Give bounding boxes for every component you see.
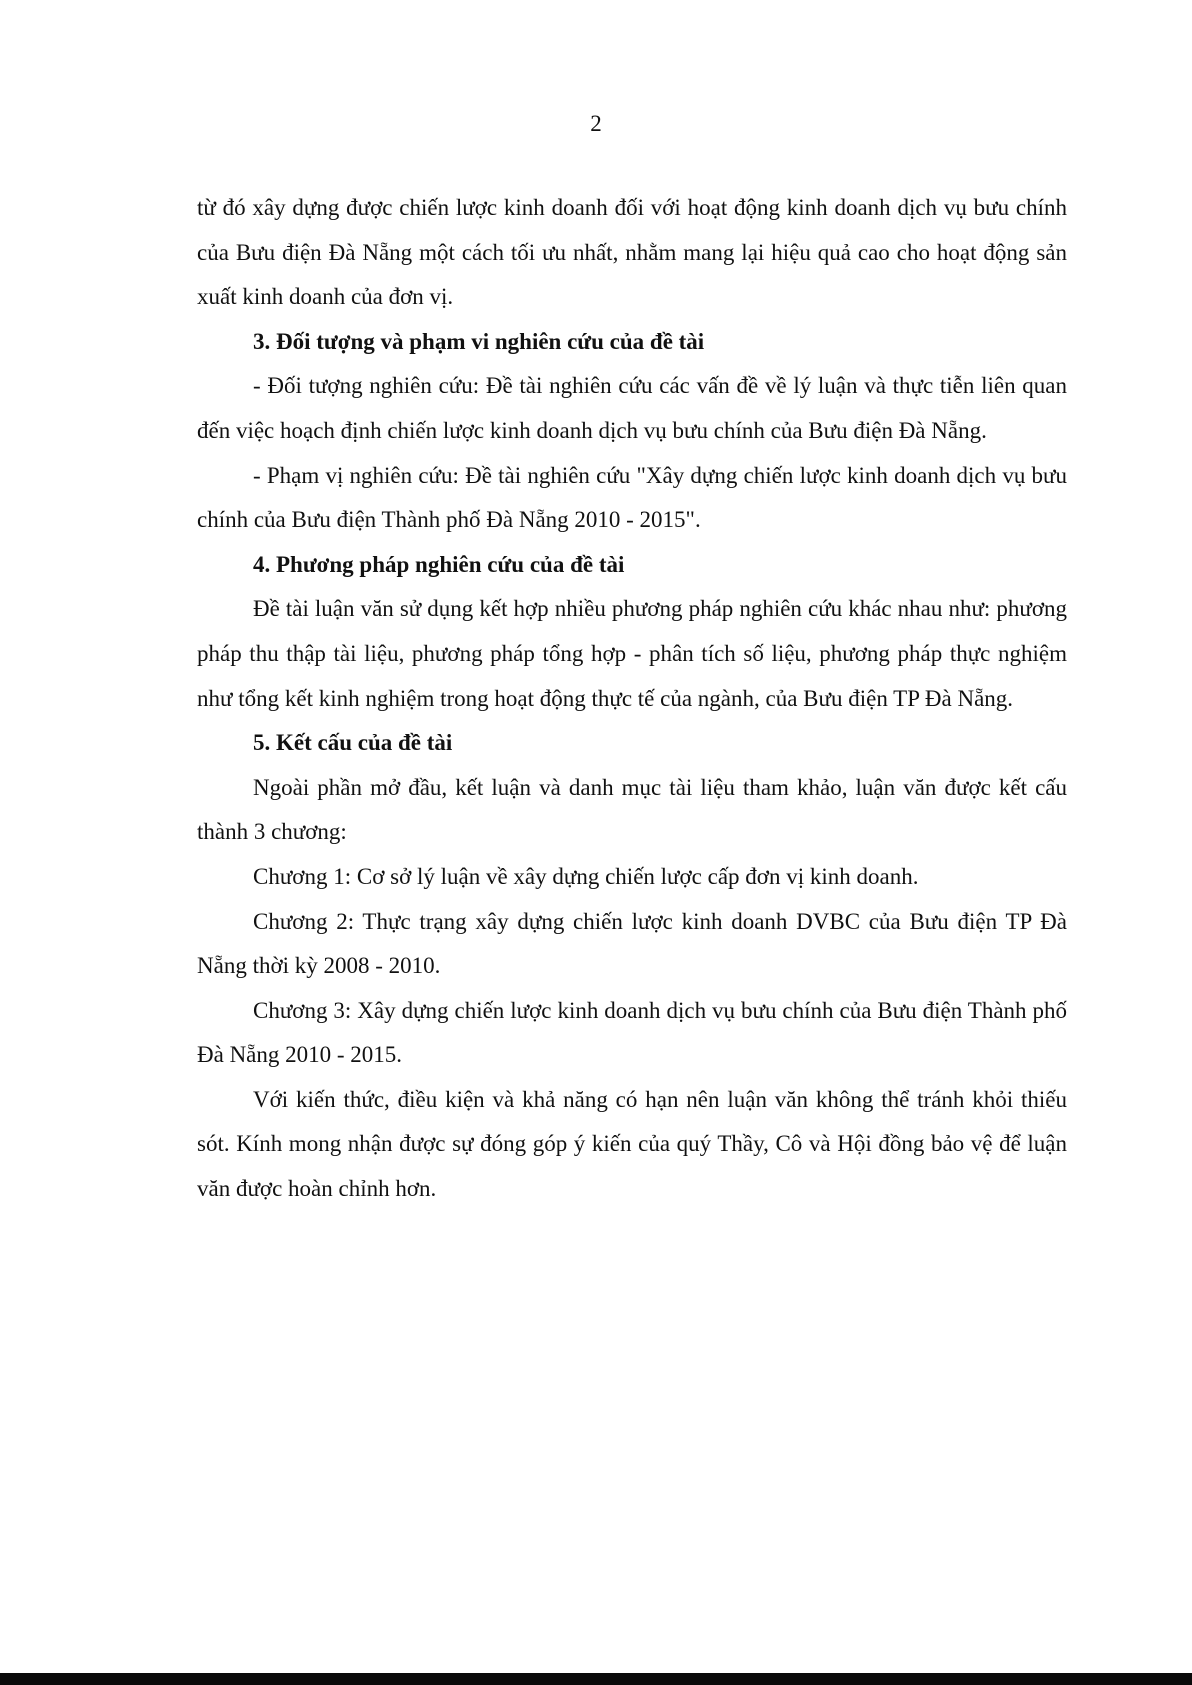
paragraph-research-object: - Đối tượng nghiên cứu: Đề tài nghiên cứu các vấn đề về lý luận và thực tiễn liên quan đến việc hoạch định chiến lược kinh doanh dịch vụ bưu chính của Bưu điện Đà Nẵng. — [197, 373, 1067, 443]
paragraph-chapter-1: Chương 1: Cơ sở lý luận về xây dựng chiến lược cấp đơn vị kinh doanh. — [253, 863, 919, 889]
paragraph-research-methods: Đề tài luận văn sử dụng kết hợp nhiều phương pháp nghiên cứu khác nhau như: phương pháp thu thập tài liệu, phương pháp tổng hợp - phân tích số liệu, phương pháp thực nghiệm như tổng kết kinh nghiệm trong hoạt động thực tế của ngành, của Bưu điện TP Đà Nẵng. — [197, 596, 1067, 711]
paragraph-research-scope: - Phạm vị nghiên cứu: Đề tài nghiên cứu "Xây dựng chiến lược kinh doanh dịch vụ bưu chính của Bưu điện Thành phố Đà Nẵng 2010 - 2015". — [197, 462, 1067, 533]
page-number: 2 — [590, 111, 602, 136]
document-body — [197, 186, 1067, 1212]
paragraph-structure-intro: Ngoài phần mở đầu, kết luận và danh mục tài liệu tham khảo, luận văn được kết cấu thành 3 chương: — [197, 774, 1067, 845]
paragraph-chapter-3: Chương 3: Xây dựng chiến lược kinh doanh dịch vụ bưu chính của Bưu điện Thành phố Đà Nẵng 2010 - 2015. — [197, 997, 1067, 1068]
page-bottom-edge — [0, 1673, 1192, 1685]
section-heading-3: 3. Đối tượng và phạm vi nghiên cứu của đề tài — [253, 328, 705, 354]
section-heading-5: 5. Kết cấu của đề tài — [253, 730, 453, 756]
section-heading-4: 4. Phương pháp nghiên cứu của đề tài — [253, 551, 625, 577]
paragraph-chapter-2: Chương 2: Thực trạng xây dựng chiến lược kinh doanh DVBC của Bưu điện TP Đà Nẵng thời kỳ 2008 - 2010. — [197, 908, 1067, 979]
paragraph-continuation: từ đó xây dựng được chiến lược kinh doanh đối với hoạt động kinh doanh dịch vụ bưu chính của Bưu điện Đà Nẵng một cách tối ưu nhất, nhằm mang lại hiệu quả cao cho hoạt động sản xuất kinh doanh của đơn vị. — [197, 195, 1067, 310]
paragraph-closing: Với kiến thức, điều kiện và khả năng có hạn nên luận văn không thể tránh khỏi thiếu sót. Kính mong nhận được sự đóng góp ý kiến của quý Thầy, Cô và Hội đồng bảo vệ để luận văn được hoàn chỉnh hơn. — [197, 1086, 1067, 1202]
